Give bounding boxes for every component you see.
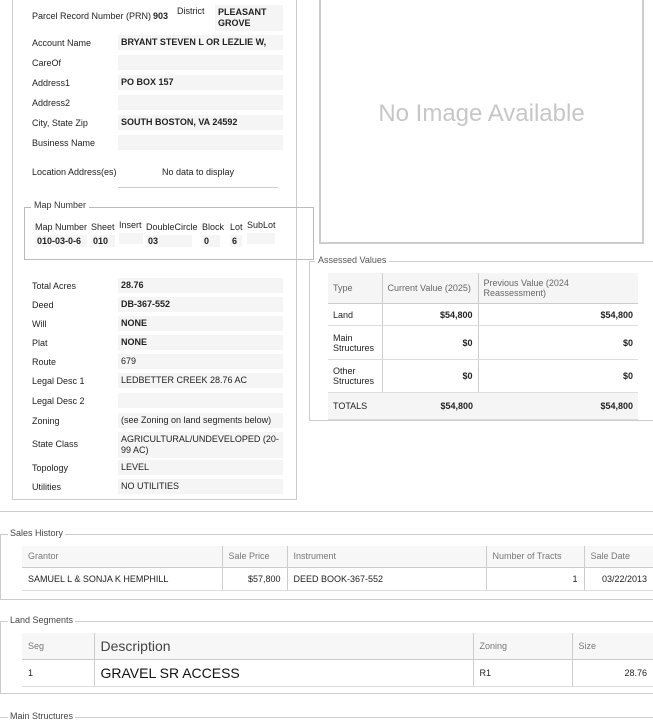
land-seg: 1 — [22, 659, 94, 686]
prn-value: 903 — [153, 11, 169, 21]
map-number-label: Map Number — [35, 222, 88, 232]
assessed-previous: $0 — [478, 326, 638, 360]
sales-price: $57,800 — [222, 567, 287, 590]
main-structures-legend: Main Structures — [10, 711, 74, 720]
doublecircle-col — [146, 222, 198, 247]
table-row[interactable] — [22, 567, 653, 590]
section-divider — [0, 511, 653, 512]
assessed-type: TOTALS — [328, 393, 382, 420]
sales-header-tracts: Number of Tracts — [486, 546, 584, 567]
deed-value: DB-367-552 — [118, 297, 283, 312]
utilities-label: Utilities — [32, 482, 62, 492]
map-number-value: 010-03-0-6 — [35, 235, 87, 247]
sales-grantor: SAMUEL L & SONJA K HEMPHILL — [22, 567, 222, 590]
prn-label: Parcel Record Number (PRN) — [32, 11, 152, 21]
lot-value: 6 — [230, 235, 242, 247]
table-row[interactable] — [22, 659, 653, 686]
lot-label: Lot — [230, 222, 243, 232]
business-name-label: Business Name — [32, 138, 96, 148]
assessed-header-type: Type — [328, 273, 382, 304]
map-number-col — [35, 222, 87, 247]
block-col — [202, 222, 224, 247]
topology-label: Topology — [32, 463, 69, 473]
doublecircle-label: DoubleCircle — [146, 222, 198, 232]
assessed-header-previous: Previous Value (2024 Reassessment) — [478, 273, 638, 304]
will-label: Will — [32, 319, 47, 329]
sales-header-row — [22, 546, 653, 567]
assessed-row-other-structures — [328, 360, 638, 393]
land-header-size: Size — [572, 633, 653, 659]
sheet-label: Sheet — [91, 222, 115, 232]
location-address-label: Location Address(es) — [32, 167, 117, 177]
parcel-image-placeholder — [319, 0, 644, 244]
assessed-current: $54,800 — [382, 304, 478, 326]
state-class-label: State Class — [32, 439, 79, 449]
assessed-row-main-structures — [328, 326, 638, 360]
sales-header-grantor: Grantor — [22, 546, 222, 567]
land-size: 28.76 — [572, 659, 653, 686]
sheet-value: 010 — [91, 235, 115, 247]
state-class-value: AGRICULTURAL/UNDEVELOPED (20-99 AC) — [118, 432, 283, 458]
sales-tracts: 1 — [486, 567, 584, 590]
legal-desc-1-value: LEDBETTER CREEK 28.76 AC — [118, 373, 283, 388]
sales-date: 03/22/2013 — [584, 567, 653, 590]
sales-header-instrument: Instrument — [287, 546, 486, 567]
legal-desc-2-label: Legal Desc 2 — [32, 396, 85, 406]
sales-header-price: Sale Price — [222, 546, 287, 567]
sublot-value — [247, 233, 275, 244]
plat-label: Plat — [32, 338, 48, 348]
account-name-label: Account Name — [32, 38, 92, 48]
land-segments-table — [22, 633, 653, 687]
sales-instrument: DEED BOOK-367-552 — [287, 567, 486, 590]
assessed-current: $0 — [382, 326, 478, 360]
route-label: Route — [32, 357, 57, 367]
plat-value: NONE — [118, 335, 283, 350]
assessed-values-legend: Assessed Values — [315, 255, 389, 265]
assessed-previous: $54,800 — [478, 304, 638, 326]
assessed-type: Other Structures — [328, 360, 382, 393]
assessed-type: Land — [328, 304, 382, 326]
city-state-zip-value: SOUTH BOSTON, VA 24592 — [118, 115, 283, 130]
sublot-label: SubLot — [247, 220, 276, 230]
assessed-row-totals — [328, 393, 638, 420]
zoning-label: Zoning — [32, 416, 60, 426]
careof-value — [118, 55, 283, 70]
insert-label: Insert — [119, 220, 142, 230]
map-number-legend: Map Number — [31, 200, 89, 210]
sales-header-date: Sale Date — [584, 546, 653, 567]
land-header-zoning: Zoning — [473, 633, 572, 659]
careof-label: CareOf — [32, 58, 62, 68]
total-acres-value: 28.76 — [118, 278, 283, 293]
land-zoning: R1 — [473, 659, 572, 686]
assessed-current: $0 — [382, 360, 478, 393]
block-value: 0 — [202, 235, 220, 247]
land-description: GRAVEL SR ACCESS — [94, 659, 473, 686]
city-state-zip-label: City, State Zip — [32, 118, 88, 128]
account-name-value: BRYANT STEVEN L OR LEZLIE W, — [118, 35, 283, 50]
sublot-col — [247, 220, 276, 244]
insert-value — [119, 233, 143, 244]
sales-history-table — [22, 546, 653, 591]
assessed-current: $54,800 — [382, 393, 478, 420]
assessed-previous: $0 — [478, 360, 638, 393]
insert-col — [119, 220, 143, 244]
land-segments-legend: Land Segments — [10, 615, 74, 625]
doublecircle-value: 03 — [146, 235, 192, 247]
address2-value — [118, 95, 283, 110]
total-acres-label: Total Acres — [32, 281, 77, 291]
legal-desc-2-value — [118, 393, 283, 408]
district-value: PLEASANT GROVE — [215, 5, 283, 31]
zoning-value: (see Zoning on land segments below) — [118, 413, 283, 428]
deed-label: Deed — [32, 300, 54, 310]
business-name-value — [118, 135, 283, 150]
assessed-values-table — [328, 273, 638, 420]
sheet-col — [91, 222, 115, 247]
block-label: Block — [202, 222, 225, 232]
sales-history-legend: Sales History — [10, 528, 64, 538]
main-structures-fieldset — [0, 717, 653, 718]
assessed-previous: $54,800 — [478, 393, 638, 420]
will-value: NONE — [118, 316, 283, 331]
district-label: District — [177, 6, 205, 16]
address1-value: PO BOX 157 — [118, 75, 283, 90]
no-image-text: No Image Available — [378, 100, 585, 127]
lot-col — [230, 222, 243, 247]
legal-desc-1-label: Legal Desc 1 — [32, 376, 85, 386]
assessed-row-land — [328, 304, 638, 326]
location-address-value: No data to display — [118, 160, 278, 188]
assessed-header-row — [328, 273, 638, 304]
land-header-row — [22, 633, 653, 659]
utilities-value: NO UTILITIES — [118, 479, 283, 494]
route-value: 679 — [118, 354, 283, 369]
address1-label: Address1 — [32, 78, 71, 88]
topology-value: LEVEL — [118, 460, 283, 475]
assessed-type: Main Structures — [328, 326, 382, 360]
address2-label: Address2 — [32, 98, 71, 108]
assessed-header-current: Current Value (2025) — [382, 273, 478, 304]
land-header-description: Description — [94, 633, 473, 659]
land-header-seg: Seg — [22, 633, 94, 659]
